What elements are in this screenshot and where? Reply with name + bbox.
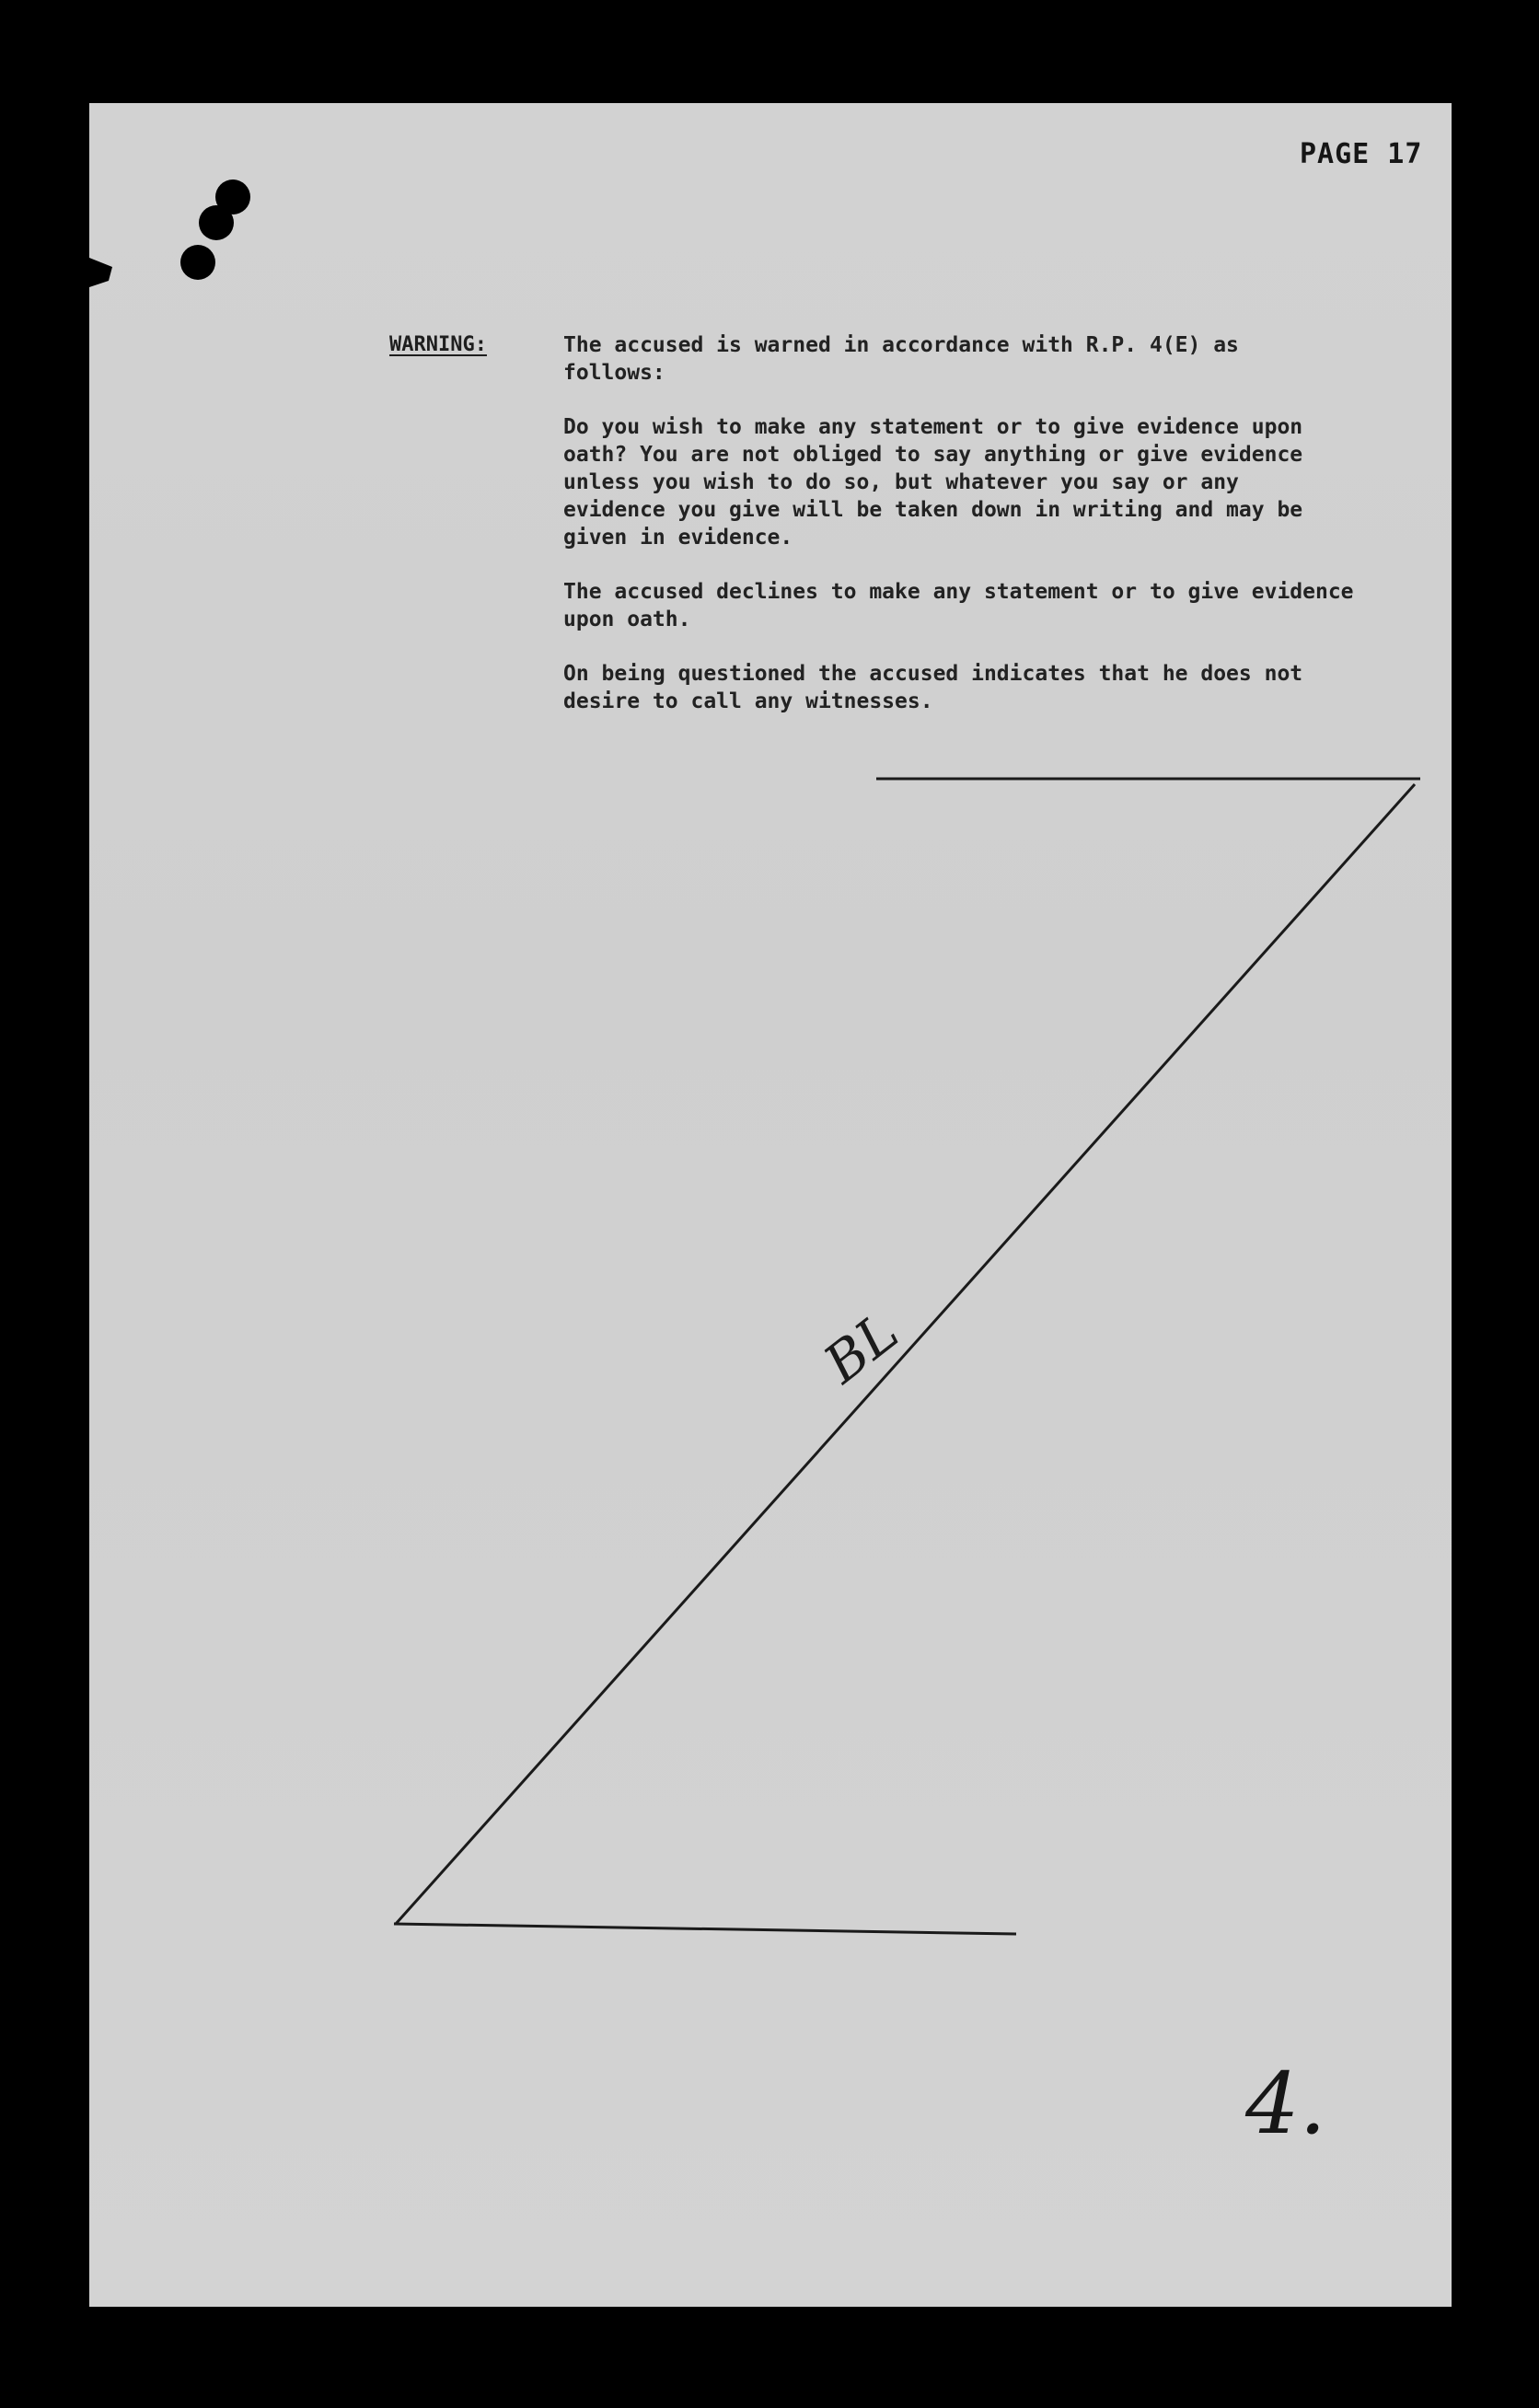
declines-paragraph: The accused declines to make any statement or to give evidence upon oath. bbox=[563, 580, 1354, 631]
handwritten-initials: BL bbox=[812, 1300, 910, 1395]
handwritten-folio-number: 4. bbox=[1245, 2055, 1326, 2153]
cancel-line-bottom bbox=[394, 1924, 1016, 1934]
witnesses-paragraph: On being questioned the accused indicates that he does not desire to call any witnesses. bbox=[563, 662, 1303, 713]
cancel-line-diagonal bbox=[396, 784, 1415, 1924]
warning-paragraph: The accused is warned in accordance with R.P. 4(E) as follows: bbox=[563, 333, 1239, 385]
caution-paragraph: Do you wish to make any statement or to give evidence upon oath? You are not obliged to say anything or give evidence unless you wish to do so, but whatever you say or any evidence you give will be taken down in writing and may be given in evidence. bbox=[563, 415, 1303, 550]
warning-heading: WARNING: bbox=[389, 333, 487, 356]
page-number: PAGE 17 bbox=[1300, 138, 1423, 170]
